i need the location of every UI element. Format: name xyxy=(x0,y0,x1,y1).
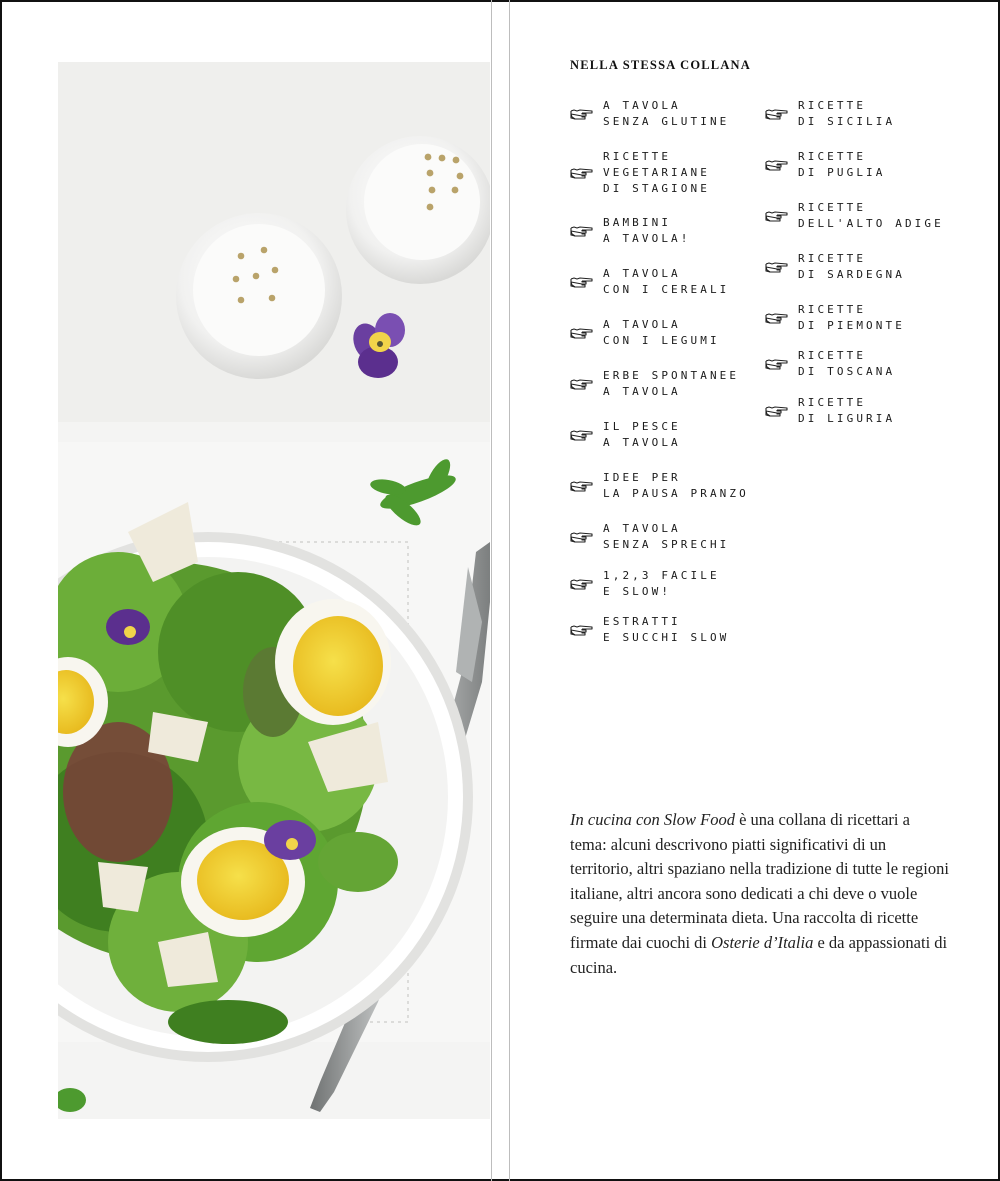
series-name: In cucina con Slow Food xyxy=(570,810,735,829)
book-title-item xyxy=(570,266,729,298)
book-title-line: RICETTE xyxy=(798,303,867,316)
book-title-line: RICETTE xyxy=(798,396,867,409)
pointing-hand-icon xyxy=(765,357,789,371)
pointing-hand-icon xyxy=(570,479,594,493)
book-title-line: DI SARDEGNA xyxy=(798,268,905,281)
pointing-hand-icon xyxy=(765,404,789,418)
book-title xyxy=(603,149,710,197)
pointing-hand-icon xyxy=(570,377,594,391)
book-title-line: A TAVOLA xyxy=(603,267,681,280)
book-title-item xyxy=(570,98,729,130)
pointing-hand-icon xyxy=(765,311,789,325)
pointing-hand-icon xyxy=(765,260,789,274)
pointing-hand-icon xyxy=(570,530,594,544)
book-title-line: CON I LEGUMI xyxy=(603,334,720,347)
book-title-line: SENZA GLUTINE xyxy=(603,115,730,128)
book-title-line: 1,2,3 FACILE xyxy=(603,569,720,582)
pointing-hand-icon xyxy=(570,428,594,442)
book-title-line: RICETTE xyxy=(798,150,867,163)
book-title-item xyxy=(570,419,681,451)
book-title xyxy=(603,215,691,247)
book-title xyxy=(603,568,720,600)
book-title-line: RICETTE xyxy=(798,99,867,112)
book-title-line: E SUCCHI SLOW xyxy=(603,631,730,644)
book-title-item xyxy=(570,568,720,600)
book-title xyxy=(798,98,895,130)
book-title xyxy=(798,395,895,427)
fold-line-left xyxy=(491,0,492,1181)
book-title xyxy=(603,614,729,646)
book-title xyxy=(798,251,905,283)
book-title-line: IDEE PER xyxy=(603,471,681,484)
book-title-line: DI PIEMONTE xyxy=(798,319,905,332)
fold-line-right xyxy=(509,0,510,1181)
book-title-line: DI TOSCANA xyxy=(798,365,896,378)
book-title-line: ERBE SPONTANEE xyxy=(603,369,740,382)
book-title xyxy=(603,98,729,130)
book-title-item xyxy=(765,302,905,334)
pointing-hand-icon xyxy=(570,107,594,121)
book-title-item xyxy=(765,395,895,427)
book-title-line: SENZA SPRECHI xyxy=(603,538,730,551)
pointing-hand-icon xyxy=(765,209,789,223)
book-title xyxy=(603,470,749,502)
book-title-item xyxy=(765,251,905,283)
book-title-line: E SLOW! xyxy=(603,585,672,598)
pointing-hand-icon xyxy=(765,107,789,121)
book-title-line: IL PESCE xyxy=(603,420,681,433)
book-title-item xyxy=(570,368,739,400)
book-title-item xyxy=(570,149,710,197)
book-title-line: DI PUGLIA xyxy=(798,166,886,179)
book-title-item xyxy=(570,470,749,502)
book-title-line: DI SICILIA xyxy=(798,115,896,128)
book-title-line: DI LIGURIA xyxy=(798,412,896,425)
book-title-line: DI STAGIONE xyxy=(603,182,710,195)
book-title xyxy=(798,200,944,232)
pointing-hand-icon xyxy=(570,623,594,637)
book-title-item xyxy=(570,521,729,553)
book-title xyxy=(798,348,895,380)
book-title xyxy=(798,149,886,181)
series-heading: NELLA STESSA COLLANA xyxy=(570,58,752,72)
book-title-line: A TAVOLA xyxy=(603,522,681,535)
book-title-item xyxy=(765,149,886,181)
book-title xyxy=(603,266,729,298)
book-title-line: VEGETARIANE xyxy=(603,166,710,179)
book-title-line: ESTRATTI xyxy=(603,615,681,628)
book-title xyxy=(603,419,681,451)
series-description xyxy=(570,808,950,980)
pointing-hand-icon xyxy=(570,166,594,180)
book-title xyxy=(603,521,729,553)
book-title-line: RICETTE xyxy=(798,201,867,214)
pointing-hand-icon xyxy=(570,326,594,340)
book-title-item xyxy=(570,215,691,247)
book-title-line: A TAVOLA xyxy=(603,436,681,449)
book-title-line: RICETTE xyxy=(798,349,867,362)
pointing-hand-icon xyxy=(765,158,789,172)
book-title-line: DELL'ALTO ADIGE xyxy=(798,217,944,230)
book-title-item xyxy=(765,200,944,232)
book-title-line: A TAVOLA xyxy=(603,385,681,398)
pointing-hand-icon xyxy=(570,577,594,591)
book-title-line: A TAVOLA xyxy=(603,318,681,331)
pointing-hand-icon xyxy=(570,224,594,238)
pointing-hand-icon xyxy=(570,275,594,289)
book-title xyxy=(798,302,905,334)
book-title-item xyxy=(765,98,895,130)
book-title-item xyxy=(765,348,895,380)
book-title-line: CON I CEREALI xyxy=(603,283,730,296)
book-title-line: A TAVOLA! xyxy=(603,232,691,245)
book-title-item xyxy=(570,317,720,349)
food-photo xyxy=(58,62,490,1119)
book-title xyxy=(603,317,720,349)
salad-illustration xyxy=(58,62,490,1119)
book-title-line: BAMBINI xyxy=(603,216,672,229)
book-title-line: RICETTE xyxy=(798,252,867,265)
guide-name: Osterie d’Italia xyxy=(711,932,814,952)
book-title-line: A TAVOLA xyxy=(603,99,681,112)
description-text-part2: e da appassionati di cucina. xyxy=(570,932,948,977)
book-title-line: RICETTE xyxy=(603,150,672,163)
book-title-line: LA PAUSA PRANZO xyxy=(603,487,749,500)
description-text-part1: è una collana di ricettari a tema: alcuni descrivono piatti significativi di un territorio, altri spaziano nella tradizione di tutte le regioni italiane, altri ancora sono dedicati a chi deve o vuole seguire una determinata dieta. Una raccolta di ricette firmate dai cuochi di xyxy=(570,810,949,952)
book-title-item xyxy=(570,614,729,646)
book-title xyxy=(603,368,739,400)
